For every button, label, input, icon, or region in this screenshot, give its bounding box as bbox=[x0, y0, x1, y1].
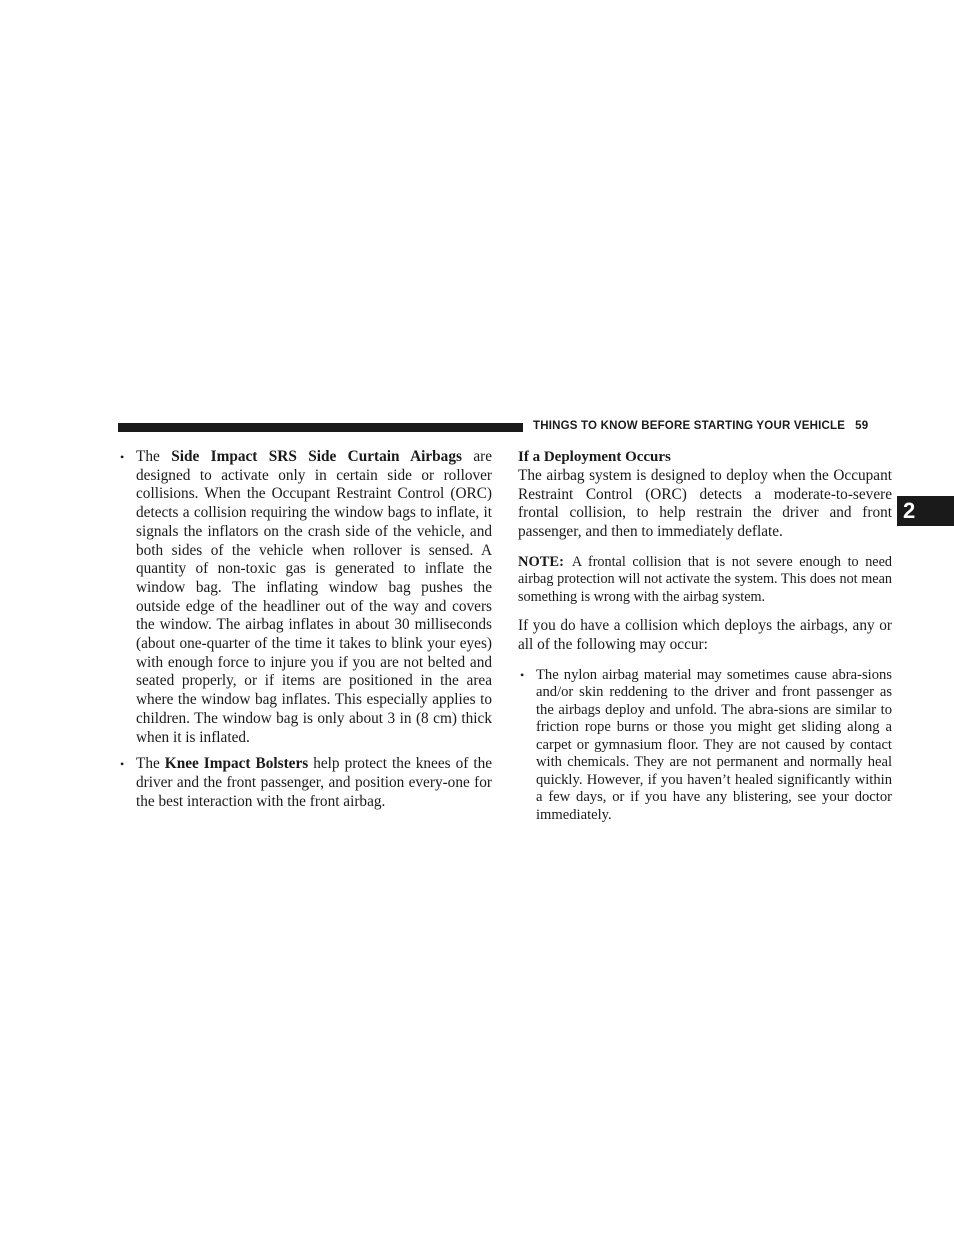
bullet-text: help protect the knees of the driver and the front passenger, and position every-one for the best interaction with the front airbag. bbox=[136, 755, 493, 810]
note-paragraph bbox=[518, 554, 892, 607]
bullet-knee-bolsters bbox=[118, 755, 492, 811]
left-column bbox=[118, 448, 492, 811]
intro-paragraph: The airbag system is designed to deploy when the Occupant Restraint Control (ORC) detects a moderate-to-severe frontal collision, to help restrain the driver and front passenger, and then to immediately deflate. bbox=[518, 467, 892, 541]
running-header bbox=[533, 420, 893, 432]
bullet-dot-icon: • bbox=[120, 450, 125, 464]
note-label: NOTE: bbox=[518, 553, 564, 570]
bullet-prefix: The bbox=[136, 448, 172, 465]
bullet-dot-icon: • bbox=[120, 757, 125, 772]
bullet-prefix: The bbox=[136, 755, 165, 773]
header-rule bbox=[118, 423, 523, 432]
bullet-text: are designed to activate only in certain side or rollover collisions. When the Occupant Restraint Control (ORC) detects a collision requiring the window bags to inflate, it signals the inflators on the crash side of the vehicle, and both sides of the vehicle when rollover is sensed. A quantity of non-toxic gas is generated to inflate the window bag. The inflating window bag pushes the outside edge of the headliner out of the way and covers the window. The airbag inflates in about 30 milliseconds (about one-quarter of the time it takes to blink your eyes) with enough force to injure you if you are not belted and seated properly, or if items are positioned in the area where the window bag inflates. This especially applies to children. The window bag is only about 3 in (8 cm) thick when it is inflated. bbox=[136, 448, 493, 746]
bullet-dot-icon: • bbox=[520, 667, 525, 682]
section-heading: If a Deployment Occurs bbox=[518, 449, 671, 465]
section-title: THINGS TO KNOW BEFORE STARTING YOUR VEHICLE bbox=[533, 420, 846, 432]
bullet-term: Side Impact SRS Side Curtain Airbags bbox=[171, 448, 462, 465]
bullet-text: The nylon airbag material may sometimes cause abra-sions and/or skin reddening to the driver and front passenger as the airbags deploy and unfold. The abra-sions are similar to friction rope burns or those you might get sliding along a carpet or gymnasium floor. They are not caused by contact with chemicals. They are not permanent and normally heal quickly. However, if you haven’t healed significantly within a few days, or if you have any blistering, see your doctor immediately. bbox=[536, 666, 892, 823]
bullet-abrasions bbox=[518, 667, 892, 825]
bullet-term: Knee Impact Bolsters bbox=[164, 755, 309, 773]
chapter-tab: 2 bbox=[897, 496, 954, 526]
page-number: 59 bbox=[855, 420, 869, 432]
right-column bbox=[518, 448, 892, 824]
note-text: A frontal collision that is not severe enough to need airbag protection will not activate the system. This does not mean something is wrong with the airbag system. bbox=[518, 553, 892, 605]
bullet-side-curtain-airbags bbox=[118, 448, 492, 747]
collision-paragraph: If you do have a collision which deploys the airbags, any or all of the following may occur: bbox=[518, 617, 892, 654]
